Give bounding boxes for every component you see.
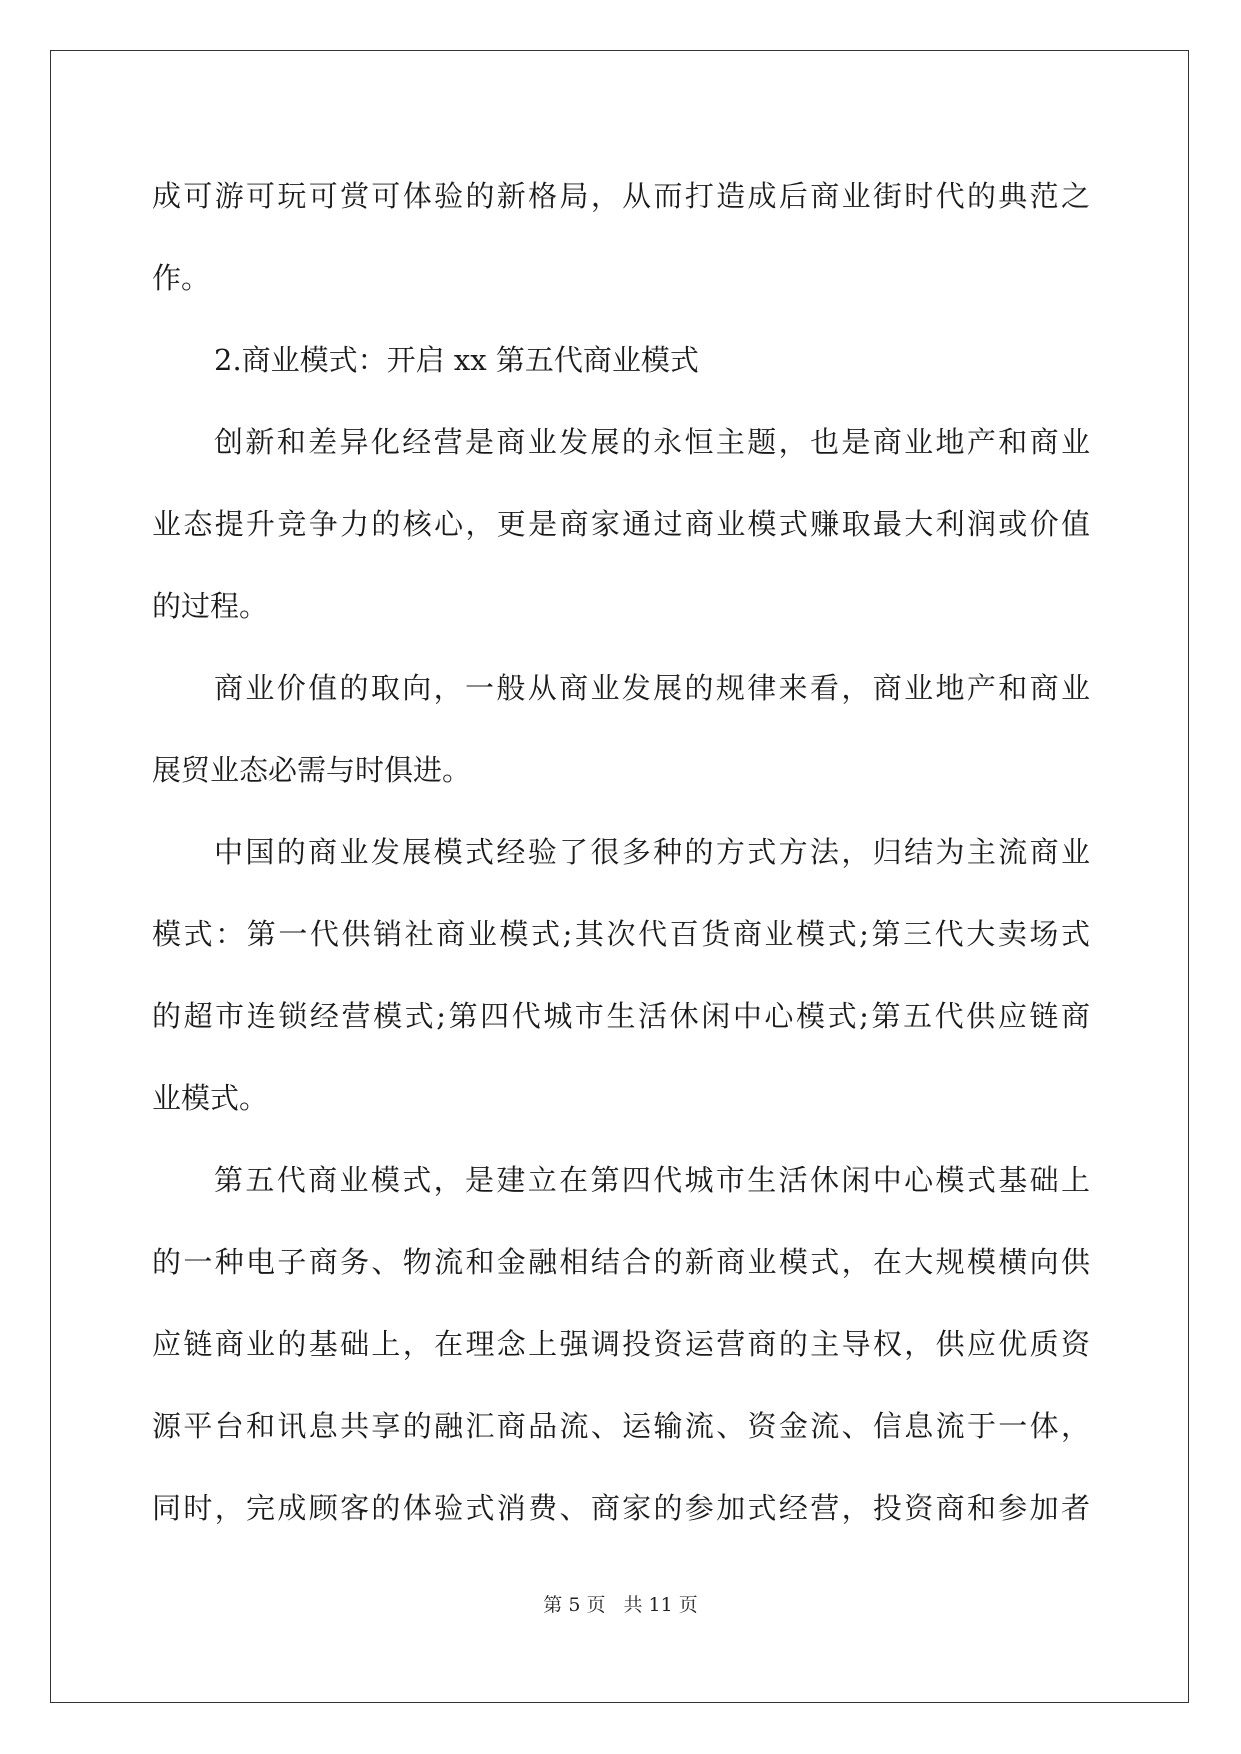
text-line: 应链商业的基础上，在理念上强调投资运营商的主导权，供应优质资 bbox=[152, 1327, 1090, 1361]
text-line: 业模式。 bbox=[152, 1081, 269, 1115]
text-line: 业态提升竞争力的核心，更是商家通过商业模式赚取最大利润或价值 bbox=[152, 507, 1090, 541]
text-line: 同时，完成顾客的体验式消费、商家的参加式经营，投资商和参加者 bbox=[152, 1491, 1090, 1525]
text-line: 展贸业态必需与时俱进。 bbox=[152, 753, 472, 787]
text-line: 的过程。 bbox=[152, 589, 269, 623]
page-total: 共 11 页 bbox=[623, 1594, 698, 1616]
page-footer bbox=[0, 1593, 1241, 1617]
section-heading: 2.商业模式：开启 xx 第五代商业模式 bbox=[214, 343, 699, 377]
text-line: 的超市连锁经营模式;第四代城市生活休闲中心模式;第五代供应链商 bbox=[152, 999, 1090, 1033]
text-line: 成可游可玩可赏可体验的新格局，从而打造成后商业街时代的典范之 bbox=[152, 179, 1090, 213]
text-line: 中国的商业发展模式经验了很多种的方式方法，归结为主流商业 bbox=[214, 835, 1090, 869]
document-body bbox=[152, 155, 1090, 1549]
page-number: 第 5 页 bbox=[543, 1594, 606, 1616]
text-line: 源平台和讯息共享的融汇商品流、运输流、资金流、信息流于一体， bbox=[152, 1409, 1090, 1443]
text-line: 商业价值的取向，一般从商业发展的规律来看，商业地产和商业 bbox=[214, 671, 1090, 705]
text-line: 的一种电子商务、物流和金融相结合的新商业模式，在大规模横向供 bbox=[152, 1245, 1090, 1279]
text-line: 作。 bbox=[152, 261, 211, 295]
text-line: 模式：第一代供销社商业模式;其次代百货商业模式;第三代大卖场式 bbox=[152, 917, 1090, 951]
text-line: 第五代商业模式，是建立在第四代城市生活休闲中心模式基础上 bbox=[214, 1163, 1090, 1197]
text-line: 创新和差异化经营是商业发展的永恒主题，也是商业地产和商业 bbox=[214, 425, 1090, 459]
